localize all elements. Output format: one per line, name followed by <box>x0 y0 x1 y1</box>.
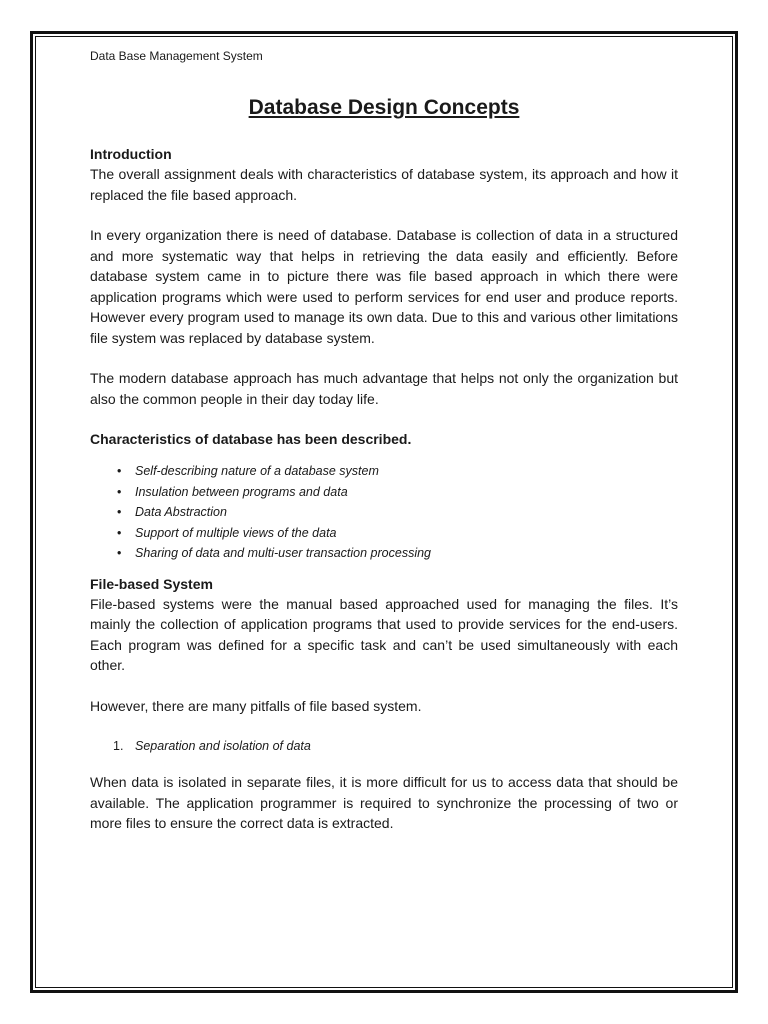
list-item: • Insulation between programs and data <box>135 482 678 503</box>
pitfalls-list <box>90 736 678 756</box>
document-body <box>90 47 678 834</box>
paragraph: When data is isolated in separate files, it is more difficult for us to access data that should be available. The application programmer is required to synchronize the processing of two or more files to ensure the correct data is extracted. <box>90 774 678 831</box>
introduction-heading: Introduction <box>90 146 172 162</box>
paragraph: File-based systems were the manual based approached used for managing the files. It’s mainly the collection of application programs that used to provide services for the end-users. Each program was defined for a specific task and can’t be used simultaneously with each other. <box>90 595 678 673</box>
file-based-heading: File-based System <box>90 575 213 592</box>
document-title: Database Design Concepts <box>248 96 520 119</box>
page-header: Data Base Management System <box>90 49 263 63</box>
paragraph: However, there are many pitfalls of file based system. <box>90 697 422 714</box>
list-item: • Data Abstraction <box>135 502 678 523</box>
characteristics-list <box>90 461 678 564</box>
paragraph: The modern database approach has much advantage that helps not only the organization but also the common people in their day today life. <box>90 370 678 407</box>
list-item-text: Separation and isolation of data <box>135 739 311 753</box>
list-number: 1. <box>113 739 124 753</box>
list-item: • Sharing of data and multi-user transaction processing <box>135 543 678 564</box>
list-item <box>113 736 678 756</box>
characteristics-heading: Characteristics of database has been described. <box>90 431 412 447</box>
paragraph: The overall assignment deals with characteristics of database system, its approach and how it replaced the file based approach. <box>90 166 678 203</box>
list-item: • Support of multiple views of the data <box>135 523 678 544</box>
list-item: • Self-describing nature of a database system <box>135 461 678 482</box>
paragraph: In every organization there is need of database. Database is collection of data in a structured and more systematic way that helps in retrieving the data easily and efficiently. Before database system came in to picture there was file based approach in which there were application programs which were used to perform services for end user and produce reports. However every program used to manage its own data. Due to this and various other limitations file system was replaced by database system. <box>90 227 678 346</box>
